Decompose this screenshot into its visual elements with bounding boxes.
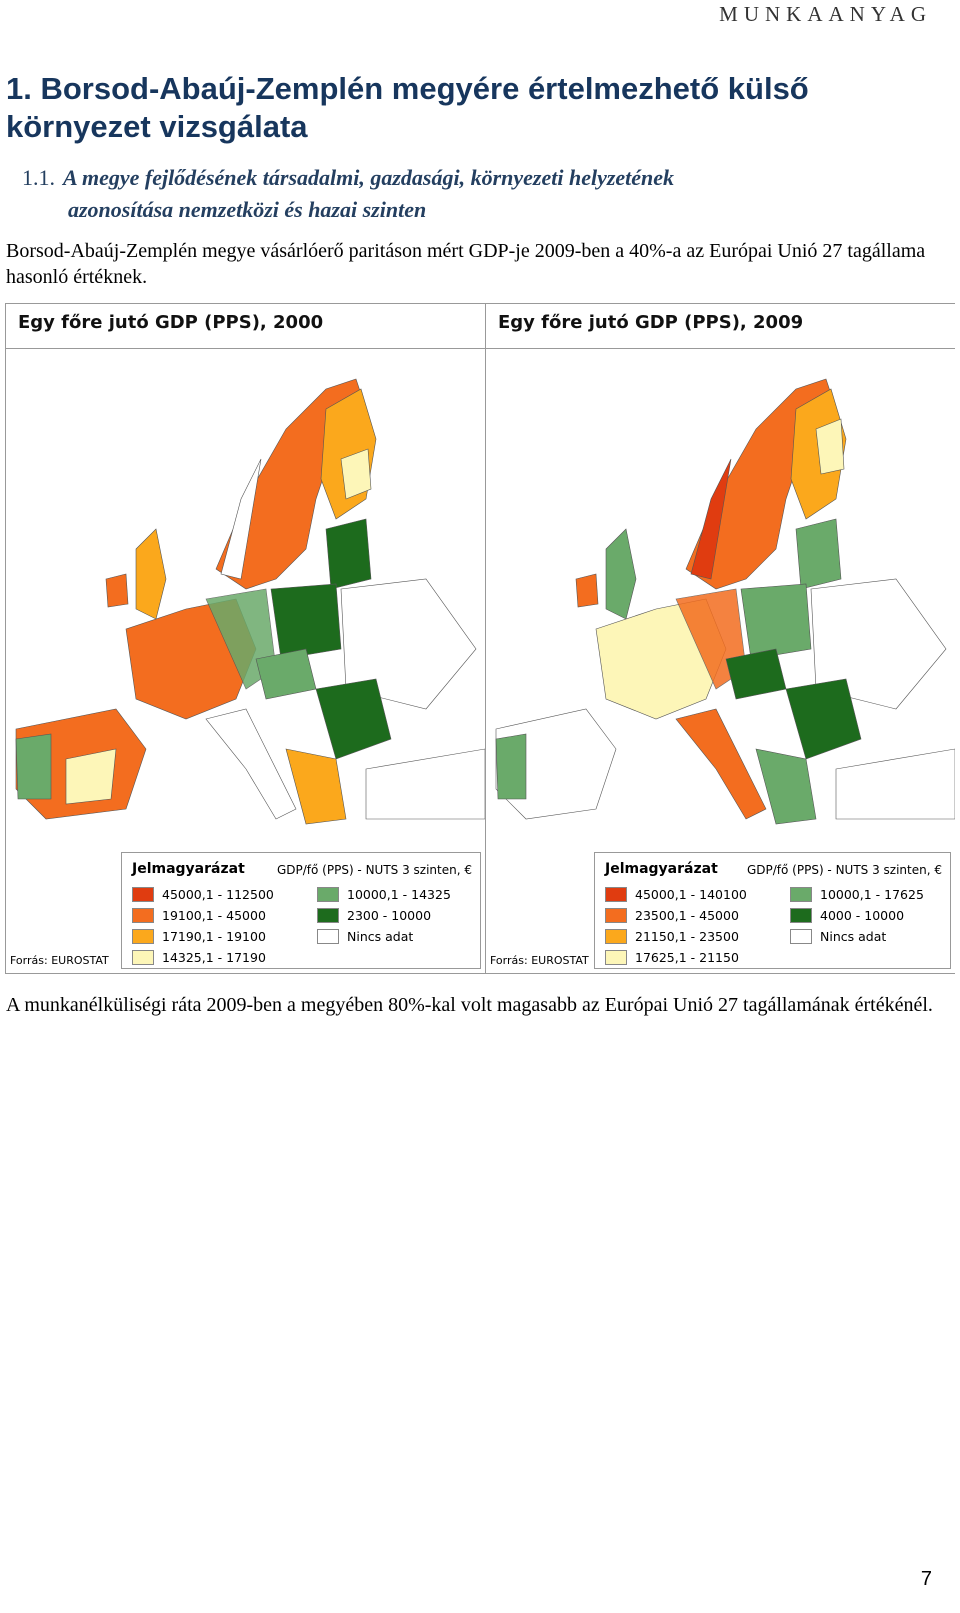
source-2009: Forrás: EUROSTAT (490, 954, 589, 967)
legend-subtitle-2009: GDP/fő (PPS) - NUTS 3 szinten, € (746, 863, 942, 877)
page-number: 7 (920, 1568, 932, 1590)
legend-label: 23500,1 - 45000 (635, 908, 739, 923)
legend-swatch (790, 887, 812, 902)
legend-swatch (605, 887, 627, 902)
legend-label: 45000,1 - 112500 (162, 887, 274, 902)
legend-label: 4000 - 10000 (820, 908, 905, 923)
legend-item (132, 908, 266, 923)
legend-item (317, 908, 431, 923)
gdp-maps-figure (5, 303, 955, 974)
legend-label: 17190,1 - 19100 (162, 929, 266, 944)
legend-swatch (132, 929, 154, 944)
legend-item (605, 950, 739, 965)
map-panel-2009 (486, 304, 955, 973)
legend-swatch (605, 908, 627, 923)
legend-label: 10000,1 - 14325 (347, 887, 451, 902)
legend-label: Nincs adat (347, 929, 414, 944)
legend-swatch (605, 950, 627, 965)
legend-label: 14325,1 - 17190 (162, 950, 266, 965)
paragraph-unemployment: A munkanélküliségi ráta 2009-ben a megyében 80%-kal volt magasabb az Európai Unió 27 tagállamának értékénél. (6, 994, 933, 1016)
legend-item (132, 950, 266, 965)
heading-2 (22, 162, 902, 226)
heading-1: 1. Borsod-Abaúj-Zemplén megyére értelmezhető külső környezet vizsgálata (6, 71, 809, 144)
legend-swatch (790, 929, 812, 944)
legend-item (132, 929, 266, 944)
legend-label: 19100,1 - 45000 (162, 908, 266, 923)
legend-swatch (132, 908, 154, 923)
legend-swatch (317, 908, 339, 923)
map-panel-2000 (6, 304, 486, 973)
legend-item (790, 929, 886, 944)
legend-2000 (121, 852, 481, 969)
legend-title-2009: Jelmagyarázat (605, 861, 718, 877)
legend-label: Nincs adat (820, 929, 887, 944)
legend-swatch (790, 908, 812, 923)
source-2000: Forrás: EUROSTAT (10, 954, 109, 967)
map-title-2000: Egy főre jutó GDP (PPS), 2000 (18, 312, 324, 333)
legend-item (605, 887, 747, 902)
heading-2-line1: A megye fejlődésének társadalmi, gazdasági, környezeti helyzetének (63, 165, 675, 190)
legend-item (317, 887, 451, 902)
paragraph-gdp: Borsod-Abaúj-Zemplén megye vásárlóerő paritáson mért GDP-je 2009-ben a 40%-a az Európai Unió 27 tagállama hasonló értéknek. (6, 240, 926, 288)
europe-map-2000 (6, 349, 485, 829)
legend-label: 2300 - 10000 (347, 908, 432, 923)
legend-swatch (317, 929, 339, 944)
heading-2-line2: azonosítása nemzetközi és hazai szinten (68, 197, 427, 222)
legend-item (790, 887, 924, 902)
legend-title-2000: Jelmagyarázat (132, 861, 245, 877)
europe-map-2009 (486, 349, 955, 829)
legend-item (317, 929, 413, 944)
map-title-2009: Egy főre jutó GDP (PPS), 2009 (498, 312, 804, 333)
legend-item (132, 887, 274, 902)
legend-2009 (594, 852, 951, 969)
legend-label: 17625,1 - 21150 (635, 950, 739, 965)
document-header: MUNKAANYAG (719, 2, 932, 26)
legend-swatch (605, 929, 627, 944)
legend-swatch (132, 887, 154, 902)
legend-item (605, 929, 739, 944)
heading-2-number: 1.1. (22, 165, 55, 190)
legend-label: 10000,1 - 17625 (820, 887, 924, 902)
legend-item (790, 908, 904, 923)
legend-item (605, 908, 739, 923)
legend-label: 21150,1 - 23500 (635, 929, 739, 944)
legend-swatch (132, 950, 154, 965)
legend-swatch (317, 887, 339, 902)
legend-subtitle-2000: GDP/fő (PPS) - NUTS 3 szinten, € (276, 863, 472, 877)
legend-label: 45000,1 - 140100 (635, 887, 747, 902)
